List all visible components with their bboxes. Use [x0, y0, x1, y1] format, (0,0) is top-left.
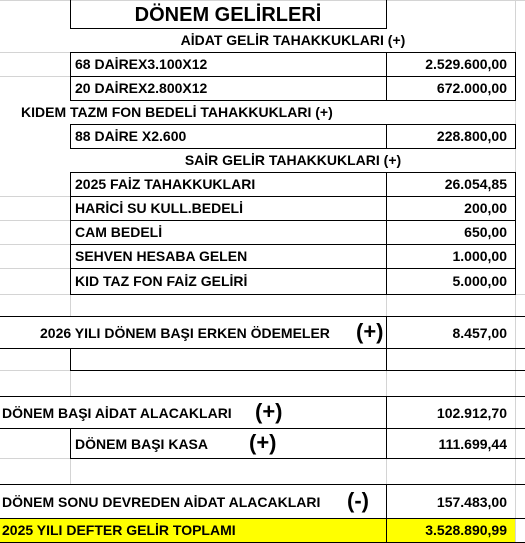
toplam-label: 2025 YILI DEFTER GELİR TOPLAMI	[2, 522, 236, 538]
aidat-header: AİDAT GELİR TAHAKKUKLARI (+)	[180, 32, 406, 48]
erken-label: 2026 YILI DÖNEM BAŞI ERKEN ÖDEMELER	[40, 325, 330, 341]
border	[70, 124, 71, 148]
border	[386, 0, 387, 28]
border	[70, 172, 71, 294]
sair-row-value: 200,00	[464, 200, 507, 216]
border	[0, 348, 525, 349]
border	[70, 294, 516, 295]
grid-line	[0, 220, 70, 221]
sair-row-label: 2025 FAİZ TAHAKKUKLARI	[75, 176, 256, 192]
sair-header: SAİR GELİR TAHAKKUKLARI (+)	[184, 152, 402, 168]
aidat-row-label: 20 DAİREX2.800X12	[75, 80, 208, 96]
border	[0, 518, 525, 519]
grid-line	[386, 458, 387, 484]
grid-line	[0, 52, 70, 53]
aidat-row-label: 68 DAİREX3.100X12	[75, 56, 208, 72]
border	[515, 172, 516, 294]
sair-row-value: 1.000,00	[452, 248, 507, 264]
grid-line	[0, 268, 70, 269]
border	[515, 124, 516, 148]
erken-value: 8.457,00	[452, 325, 507, 341]
kidem-row-value: 228.800,00	[436, 128, 507, 144]
grid-line	[70, 294, 71, 316]
border	[70, 124, 516, 125]
devreden-sign: (-)	[347, 488, 369, 513]
border	[0, 316, 525, 317]
devreden-label: DÖNEM SONU DEVREDEN AİDAT ALACAKLARI	[2, 494, 321, 510]
grid-line	[0, 0, 525, 1]
kidem-row-label: 88 DAİRE X2.600	[75, 128, 187, 144]
kasa-value: 111.699,44	[438, 436, 507, 452]
border	[70, 348, 71, 370]
border	[70, 370, 525, 371]
grid-line	[386, 370, 387, 396]
border	[0, 428, 525, 429]
border	[70, 244, 516, 245]
kasa-sign: (+)	[249, 430, 277, 455]
toplam-value: 3.528.890,99	[425, 522, 507, 538]
border	[70, 458, 525, 459]
sair-row-label: KID TAZ FON FAİZ GELİRİ	[75, 273, 248, 289]
border	[70, 28, 387, 29]
grid-line	[70, 458, 71, 484]
kasa-label: DÖNEM BAŞI KASA	[75, 436, 209, 452]
sair-row-value: 26.054,85	[444, 176, 507, 192]
border	[70, 196, 516, 197]
sair-row-value: 650,00	[464, 224, 507, 240]
devreden-value: 157.483,00	[436, 494, 507, 510]
border	[70, 268, 516, 269]
grid-line	[70, 370, 71, 396]
border	[0, 484, 525, 485]
page-title: DÖNEM GELİRLERİ	[134, 4, 322, 26]
border	[70, 76, 516, 77]
alacak-value: 102.912,70	[436, 405, 507, 421]
border	[70, 220, 516, 221]
border	[70, 428, 71, 458]
grid-line	[0, 244, 70, 245]
aidat-row-value: 672.000,00	[436, 80, 507, 96]
border	[70, 148, 516, 149]
aidat-row-value: 2.529.600,00	[425, 56, 507, 72]
border	[70, 100, 516, 101]
border	[70, 52, 516, 53]
sair-row-value: 5.000,00	[452, 273, 507, 289]
alacak-label: DÖNEM BAŞI AİDAT ALACAKLARI	[2, 405, 232, 421]
alacak-sign: (+)	[255, 399, 283, 424]
erken-sign: (+)	[356, 319, 384, 344]
grid-line	[0, 196, 70, 197]
grid-line	[386, 294, 387, 316]
grid-line	[0, 76, 70, 77]
sair-row-label: HARİCİ SU KULL.BEDELİ	[75, 200, 243, 216]
border	[70, 172, 516, 173]
sair-row-label: SEHVEN HESABA GELEN	[75, 248, 248, 264]
kidem-header: KIDEM TAZM FON BEDELİ TAHAKKUKLARI (+)	[21, 104, 333, 120]
border	[386, 348, 387, 370]
border	[0, 396, 525, 397]
sair-row-label: CAM BEDELİ	[75, 224, 163, 240]
